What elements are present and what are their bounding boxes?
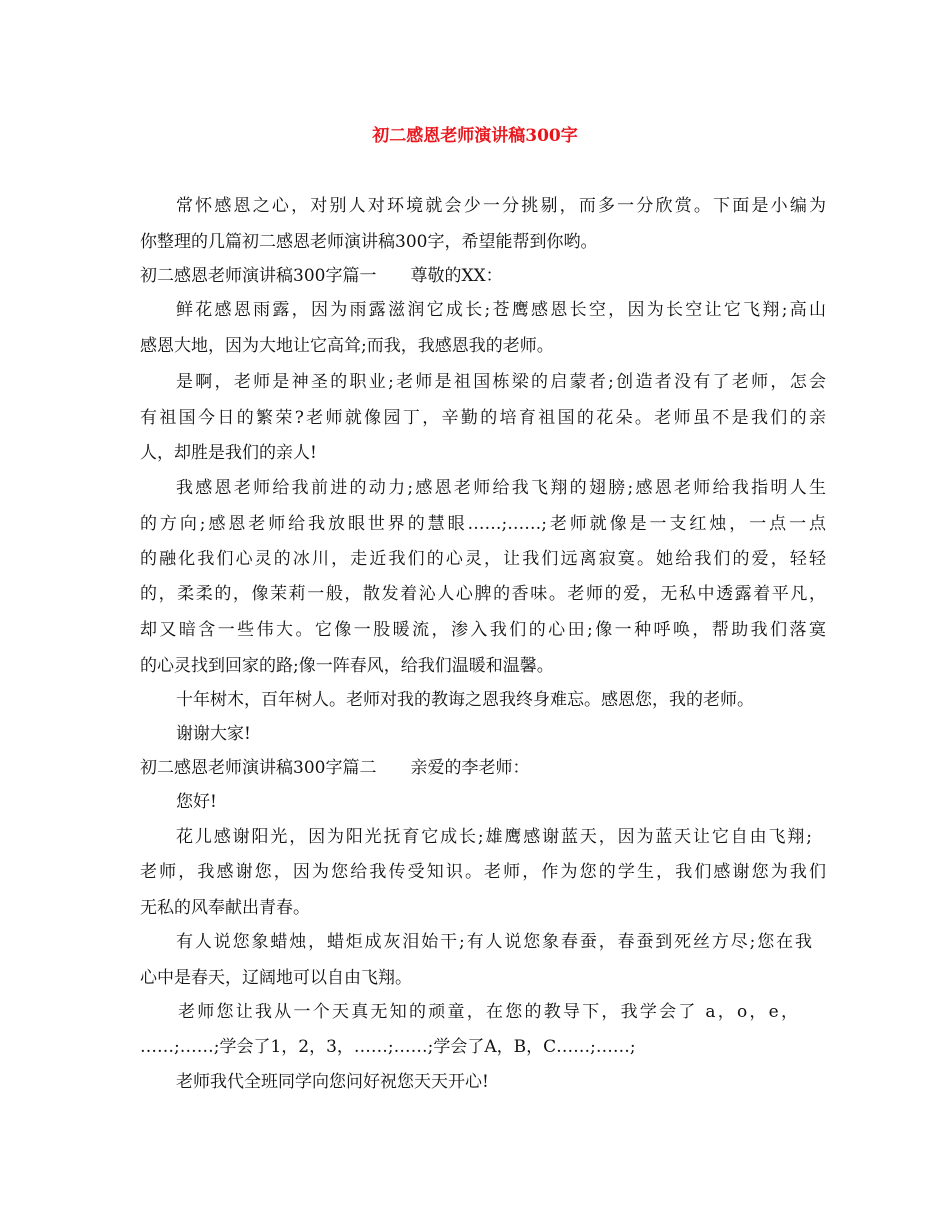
paragraph-line: 却又暗含一些伟大。它像一股暖流，渗入我们的心田;像一种呼唤，帮助我们落寞 xyxy=(140,620,826,640)
paragraph-line: 我感恩老师给我前进的动力;感恩老师给我飞翔的翅膀;感恩老师给我指明人生 xyxy=(176,478,826,498)
paragraph-line: 是啊，老师是神圣的职业;老师是祖国栋梁的启蒙者;创造者没有了老师，怎会 xyxy=(176,372,826,392)
paragraph-line: 常怀感恩之心，对别人对环境就会少一分挑剔，而多一分欣赏。下面是小编为 xyxy=(176,196,826,216)
paragraph-line: 老师我代全班同学向您问好祝您天天开心! xyxy=(176,1072,489,1092)
paragraph-line: 的，柔柔的，像茉莉一般，散发着沁人心脾的香味。老师的爱，无私中透露着平凡， xyxy=(140,584,826,604)
paragraph-line: 心中是春天，辽阔地可以自由飞翔。 xyxy=(140,968,412,988)
paragraph-line: 的方向;感恩老师给我放眼世界的慧眼……;……;老师就像是一支红烛，一点一点 xyxy=(140,514,826,534)
paragraph-line: ……;……;学会了1，2，3，……;……;学会了A，B，C……;……; xyxy=(140,1037,636,1057)
document-title: 初二感恩老师演讲稿300字 xyxy=(372,126,578,146)
paragraph-line: 的融化我们心灵的冰川，走近我们的心灵，让我们远离寂寞。她给我们的爱，轻轻 xyxy=(140,549,826,569)
paragraph-line: 有祖国今日的繁荣?老师就像园丁，辛勤的培育祖国的花朵。老师虽不是我们的亲 xyxy=(140,408,826,428)
paragraph-line: 的心灵找到回家的路;像一阵春风，给我们温暖和温馨。 xyxy=(140,656,554,676)
section-heading: 初二感恩老师演讲稿300字篇二 亲爱的李老师： xyxy=(140,758,530,778)
paragraph-line: 有人说您象蜡烛，蜡炬成灰泪始干;有人说您象春蚕，春蚕到死丝方尽;您在我 xyxy=(176,932,812,952)
paragraph-line: 老师，我感谢您，因为您给我传受知识。老师，作为您的学生，我们感谢您为我们 xyxy=(140,862,826,882)
section-heading: 初二感恩老师演讲稿300字篇一 尊敬的XX： xyxy=(140,266,503,286)
paragraph-line: 人，却胜是我们的亲人! xyxy=(140,443,317,463)
paragraph-line: 老师您让我从一个天真无知的顽童，在您的教导下，我学会了 a，o，e， xyxy=(178,1002,798,1022)
paragraph-line: 您好! xyxy=(176,792,217,812)
paragraph-line: 鲜花感恩雨露，因为雨露滋润它成长;苍鹰感恩长空，因为长空让它飞翔;高山 xyxy=(176,300,826,320)
paragraph-line: 感恩大地，因为大地让它高耸;而我，我感恩我的老师。 xyxy=(140,336,554,356)
paragraph-line: 花儿感谢阳光，因为阳光抚育它成长;雄鹰感谢蓝天，因为蓝天让它自由飞翔; xyxy=(176,827,812,847)
paragraph-line: 你整理的几篇初二感恩老师演讲稿300字，希望能帮到你哟。 xyxy=(140,232,598,252)
paragraph-line: 无私的风奉献出青春。 xyxy=(140,898,310,918)
paragraph-line: 谢谢大家! xyxy=(176,724,251,744)
paragraph-line: 十年树木，百年树人。老师对我的教诲之恩我终身难忘。感恩您，我的老师。 xyxy=(176,690,754,710)
